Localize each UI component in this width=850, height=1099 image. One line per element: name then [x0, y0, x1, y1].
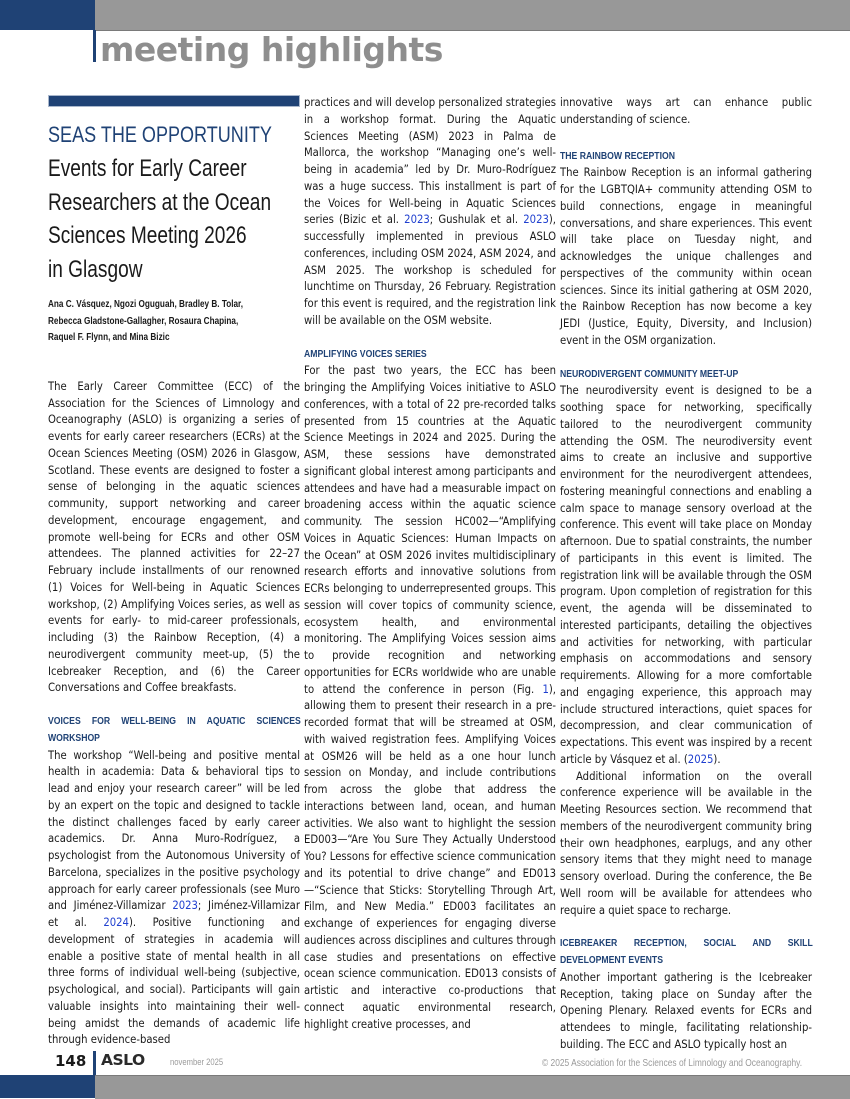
authors-line: Ana C. Vásquez, Ngozi Oguguah, Bradley B. Tolar, — [48, 298, 244, 310]
section-heading-neurodivergent: NEURODIVERGENT COMMUNITY MEET-UP — [560, 368, 739, 380]
column-2 — [304, 95, 556, 1033]
authors-line: Rebecca Gladstone-Gallagher, Rosaura Chapina, — [48, 314, 239, 327]
amplifying-paragraph — [304, 363, 556, 1033]
section-heading-rainbow: THE RAINBOW RECEPTION — [560, 150, 675, 162]
section-heading-amplifying: AMPLIFYING VOICES SERIES — [304, 348, 427, 360]
text-run: ; Gushulak et al. — [429, 213, 524, 227]
figure-link[interactable]: 1 — [542, 682, 549, 696]
neurodivergent-paragraph — [560, 383, 812, 768]
text-run: For the past two years, the ECC has been bringing the Amplifying Voices initiative to ASLO conferences, with a total of 22 pre-recorded talks presented from 15 countries at the Aquatic Science Meetings in 2024 and 2025. During the ASM, these sessions have demonstrated significant global interest among participants and attendees and have had a measurable impact on broadening access within the aquatic science community. The session HC002—“Amplifying Voices in Aquatic Sciences: Human Impacts on the Ocean” at OSM 2026 invites multidisciplinary research efforts and innovative solutions from ECRs belonging to underrepresented groups. This session will cover topics of community science, ecosystem health, and environmental monitoring. The Amplifying Voices session aims to provide recognition and networking opportunities for ECRs worldwide who are unable to attend the conference in person (Fig. — [304, 364, 556, 696]
footer-band-blue — [0, 1075, 95, 1098]
section-heading-wellbeing: VOICES FOR WELL-BEING IN AQUATIC SCIENCES WORKSHOP — [48, 716, 301, 744]
text-run: ). — [713, 752, 721, 766]
title-bar — [48, 95, 300, 107]
wellbeing-paragraph-cont — [304, 95, 556, 330]
headline-line: Events for Early Career — [48, 155, 247, 182]
column-3 — [560, 95, 812, 1054]
citation-link[interactable]: 2023 — [523, 213, 549, 227]
section-title: meeting highlights — [100, 30, 443, 69]
authors-line: Raquel F. Flynn, and Mina Bizic — [48, 331, 170, 344]
text-run: practices and will develop personalized strategies in a workshop format. During the Aquatic Sciences Meeting (ASM) 2023 in Palma de Mallorca, the workshop “Managing one’s well-being in academia” led by Dr. Muro-Rodríguez was a huge success. This installment is part of the Voices for Well-being in Aquatic Sciences series (Bizic et al. — [304, 96, 556, 227]
wellbeing-paragraph — [48, 748, 300, 1050]
column-1 — [48, 95, 300, 1049]
icebreaker-paragraph: Another important gathering is the Icebreaker Reception, taking place on Sunday after the Opening Plenary. Relaxed events for ECRs and attendees to mingle, facilitating relationship-building. The ECC and ASLO typically host an — [560, 970, 812, 1051]
text-run: ; Jiménez-Villamizar et al. — [48, 899, 300, 930]
headline-line: in Glasgow — [48, 255, 143, 283]
text-run: ). Positive functioning and development of strategies in academia will enable a positive state of mental health in all three forms of individual well-being (subjective, psychological, and social). Participants will gain valuable insights into maintaining their well-being amidst the demands of academic life through evidence-based — [48, 916, 300, 1047]
section-heading-icebreaker: ICEBREAKER RECEPTION, SOCIAL AND SKILL DEVELOPMENT EVENTS — [560, 938, 813, 966]
article-kicker: SEAS THE OPPORTUNITY — [48, 122, 272, 147]
neurodivergent-paragraph-2: Additional information on the overall conference experience will be available in the Meeting Resources section. We recommend that members of the neurodivergent community bring their own headphones, earplugs, and any other sensory items that they might need to manage sensory overload. During the conference, the Be Well room will be available for attendees who require a quiet space to recharge. — [560, 769, 812, 917]
text-run: ), successfully implemented in previous ASLO conferences, including OSM 2024, ASM 2024, and ASM 2025. The workshop is scheduled for lunchtime on Thursday, 26 February. Registration for this event is required, and the registration link will be available on the OSM website. — [304, 213, 556, 327]
citation-link[interactable]: 2023 — [404, 213, 430, 227]
intro-paragraph: The Early Career Committee (ECC) of the Association for the Sciences of Limnology and Oceanography (ASLO) is organizing a series of events for early career researchers (ECRs) at the Ocean Sciences Meeting (OSM) 2026 in Glasgow, Scotland. These events are designed to foster a sense of belonging in the aquatic sciences community, support networking and career development, encourage engagement, and promote well-being for ECRs and other OSM attendees. The planned activities for 22–27 February include installments of our renowned (1) Voices for Well-being in Aquatic Sciences workshop, (2) Amplifying Voices series, as well as events for early- to mid-career professionals, including (3) the Rainbow Reception, (4) a neurodivergent community meet-up, (5) the Icebreaker Reception, and (6) the Career Conversations and Coffee breakfasts. — [48, 379, 300, 695]
rainbow-paragraph: The Rainbow Reception is an informal gathering for the LGBTQIA+ community attending OSM to build connections, engage in meaningful conversations, and share experiences. This event will take place on Tuesday night, and acknowledges the unique challenges and perspectives of the community within ocean sciences. Since its initial gathering at OSM 2020, the Rainbow Reception has now become a key JEDI (Justice, Equity, Diversity, and Inclusion) event in the OSM organization. — [560, 166, 812, 347]
citation-link[interactable]: 2025 — [687, 752, 714, 766]
header-rule — [93, 30, 96, 62]
article-headline — [48, 152, 300, 286]
footer-rule — [93, 1051, 96, 1075]
footer-band-gray — [95, 1075, 850, 1099]
text-run: ), allowing them to present their research in a pre-recorded format that will be streamed at OSM, with waived registration fees. Amplifying Voices at OSM26 will be held as a one hour lunch session on Monday, and include contributions from across the globe that address the interactions between land, ocean, and human activities. We also want to highlight the session ED003—“Are You Sure They Actually Understood You? Lessons for effective science communication and its potential to drive change” and ED013—“Science that Sticks: Storytelling Through Art, Film, and New Media.” ED003 facilitates an exchange of experiences for engaging diverse audiences across disciplines and cultures through case studies and presentations on effective ocean science communication. ED013 consists of artistic and interactive co-productions that connect aquatic environmental research, highlight creative processes, and — [304, 682, 556, 1031]
page-number: 148 — [55, 1052, 87, 1070]
issue-date: november 2025 — [170, 1057, 224, 1067]
text-run: The neurodiversity event is designed to be a soothing space for networking, specifically tailored to the neurodivergent community attending the OSM. The neurodiversity event aims to create an inclusive and supportive environment for the neurodivergent attendees, fostering meaningful connections and enabling a calm space to manage sensory overload at the conference. This event will take place on Monday afternoon. Due to spatial constraints, the number of participants in this event is limited. The registration link will be available through the OSM program. Upon completion of registration for this event, the agenda will be disseminated to interested participants, detailing the objectives and activities for networking, with particular emphasis on accommodations and sensory requirements. Allowing for a more comfortable and engaging experience, this approach may include structured interactions, quiet spaces for decompression, and clear communication of expectations. This event was inspired by a recent article by Vásquez et al. ( — [560, 384, 812, 766]
citation-link[interactable]: 2023 — [172, 899, 198, 913]
text-run: The workshop “Well-being and positive mental health in academia: Data & behavioral tips to lead and enjoy your research career” will be led by an expert on the topic and designed to tackle the distinct challenges faced by early career academics. Dr. Anna Muro-Rodríguez, a psychologist from the Autonomous University of Barcelona, specializes in the positive psychology approach for early career professionals (see Muro and Jiménez-Villamizar — [48, 748, 300, 913]
article-authors — [48, 296, 300, 346]
citation-link[interactable]: 2024 — [103, 916, 129, 930]
amplifying-paragraph-cont: innovative ways art can enhance public understanding of science. — [560, 96, 812, 126]
header-band-gray — [95, 0, 850, 31]
headline-line: Researchers at the Ocean — [48, 188, 272, 216]
headline-line: Sciences Meeting 2026 — [48, 222, 247, 249]
header-band-blue — [0, 0, 95, 30]
copyright-notice: © 2025 Association for the Sciences of Limnology and Oceanography. — [541, 1057, 802, 1069]
aslo-logo: ASLO — [101, 1051, 145, 1069]
